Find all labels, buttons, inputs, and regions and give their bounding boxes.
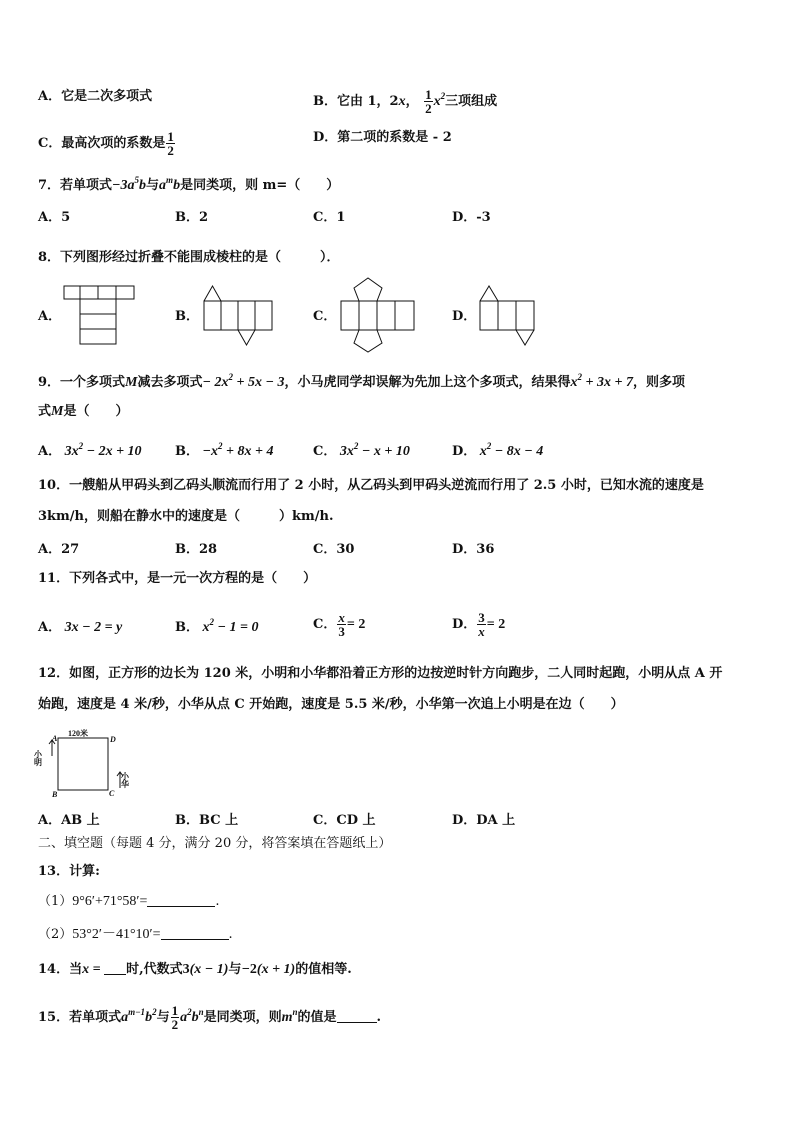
q10-option-c: C．30 [313,542,355,557]
q7-option-d: D．-3 [452,210,491,225]
q6-half-fraction: $\frac{1}{2}$ [425,87,432,116]
q11-option-d-label: D． [452,617,477,632]
q15-end: . [376,1010,382,1025]
q8-figure-c [338,275,418,355]
q11-option-a-expr: 3x − 2 = y [61,620,123,635]
q12-option-b: B．BC 上 [175,813,239,828]
q9-result: $x^2 + 3x + 7$ [570,372,633,390]
q9-option-b-expr: $-x^2 + 8x + 4$ [199,441,274,459]
q6-option-a: A．它是二次多项式 [38,89,153,104]
q9-option-d [452,440,543,460]
q13-part1-label: （1） [38,894,73,909]
q12-point-c: C [109,789,115,798]
q13-part2-label: （2） [38,927,73,942]
q7-stem [38,170,339,196]
q13-part2-end: . [228,927,233,942]
q10-stem-line1: 10．一艘船从甲码头到乙码头顺流而行用了 2 小时，从乙码头到甲码头逆流而行用了 2.5 小时，已知水流的速度是 [38,478,704,493]
q15-blank[interactable] [337,1022,377,1023]
q9-stem-mid2: ，小马虎同学却误解为先加上这个多项式，结果得 [284,375,571,390]
q12-option-d: D．DA 上 [452,813,516,828]
q6-option-b-comma: ， [405,94,419,109]
q11-option-a-label: A． [38,620,62,635]
q12-stem-line2: 始跑，速度是 4 米/秒，小华从点 C 开始跑，速度是 5.5 米/秒，小华第一次追上小明是在边（ ） [38,697,624,712]
q14-and: 与 [228,962,242,977]
q15-monomial-2: $a^2b^n$ [180,1007,204,1025]
q12-side-label: 120米 [68,729,88,738]
q10-option-d: D．36 [452,542,495,557]
q13-stem: 13．计算: [38,864,100,879]
q6-option-b-post: 三项组成 [445,94,498,109]
q11-option-c-label: C． [313,617,337,632]
q11-option-c-rhs: = 2 [346,617,366,632]
q8-figure-d [476,283,540,347]
q9-option-b [175,440,273,460]
q12-point-d: D [110,735,116,744]
q12-point-a: A [52,734,58,743]
q11-option-b [175,616,258,636]
q12-xiaohua-label: 小华 [120,772,130,788]
q14-pre: 14．当 [38,962,83,977]
q13-part2-blank[interactable] [161,939,229,940]
q12-xiaoming-label: 小明 [33,750,43,766]
q12-point-b: B [52,790,58,799]
q13-part2 [38,925,233,945]
q9-subtrahend: − $2x^2 + 5x - 3$ [202,372,285,390]
q15-m-power-n: $m^n$ [281,1007,298,1025]
q15-monomial-1: $a^{m-1}b^2$ [121,1007,157,1025]
q13-part2-expr: 53°2′－41°10′= [72,927,161,942]
q8-label-b: B． [175,309,199,324]
q10-option-a: A．27 [38,542,80,557]
q15-post2: 的值是 [297,1010,337,1025]
q11-option-c-fraction: $\frac{x}{3}$ [338,610,345,639]
q8-label-a: A． [38,309,62,324]
q9-stem-line2 [38,402,128,422]
q6-x-squared: $x^2$ [433,91,446,109]
q11-stem: 11．下列各式中，是一元一次方程的是（ ） [38,571,317,586]
q11-option-b-expr: $x^2 - 1 = 0$ [199,617,259,635]
q15-half-fraction: $\frac{1}{2}$ [171,1003,179,1032]
q9-line2-pre: 式 [38,404,52,419]
q15-stem [38,994,381,1036]
q12-option-c: C．CD 上 [313,813,376,828]
q9-var-m-2: M [51,404,64,419]
q11-option-d-rhs: = 2 [486,617,506,632]
q9-stem-pre: 9．一个多项式 [38,375,126,390]
q13-part1-end: . [215,894,220,909]
q14-post: 的值相等. [295,962,352,977]
q10-stem-line2: 3km/h，则船在静水中的速度是（ ）km/h. [38,509,334,524]
q12-option-a: A．AB 上 [38,813,100,828]
q15-pre: 15．若单项式 [38,1010,122,1025]
q8-figure-b [200,283,278,347]
q11-option-c [313,607,365,643]
q7-monomial-2: $a^mb$ [159,175,181,193]
q9-stem-post: ，则多项 [632,375,685,390]
q7-option-b: B．2 [175,210,209,225]
q13-part1-expr: 9°6′+71°58′= [72,894,148,909]
q9-option-b-label: B． [175,444,199,459]
q8-label-c: C． [313,309,337,324]
q8-figure-a [62,284,140,348]
q9-option-a [38,440,142,460]
q14-expr-2: −2(x + 1) [241,962,296,977]
q10-option-b: B．28 [175,542,218,557]
q7-stem-post: 是同类项，则 m=（ ） [180,178,340,193]
q7-stem-pre: 7．若单项式 [38,178,113,193]
q11-option-b-label: B． [175,620,199,635]
q9-option-a-expr: $3x^2 - 2x + 10$ [61,441,142,459]
q6-option-b-pre: B．它由 1，2 [313,94,399,109]
q12-stem-line1: 12．如图，正方形的边长为 120 米，小明和小华都沿着正方形的边按逆时针方向跑步，二人同时起跑，小明从点 A 开 [38,666,723,681]
q14-mid: 时,代数式 [126,962,183,977]
q13-part1-blank[interactable] [147,906,215,907]
q6-option-b [313,80,497,118]
q6-option-d: D．第二项的系数是 - 2 [313,130,452,145]
q15-mid: 与 [156,1010,170,1025]
q9-var-m: M [125,375,138,390]
q8-label-d: D． [452,309,477,324]
section2-heading: 二、填空题（每题 4 分，满分 20 分，将答案填在答题纸上） [38,836,392,851]
q9-option-c-expr: $3x^2 - x + 10$ [336,441,410,459]
q9-stem-mid1: 减去多项式 [137,375,203,390]
q9-option-c-label: C． [313,444,337,459]
q9-option-c [313,440,410,460]
q6-option-c-pre: C．最高次项的系数是 [38,136,166,151]
q6-option-c [38,128,176,160]
q8-stem: 8．下列图形经过折叠不能围成棱柱的是（ ）． [38,250,340,265]
q6-option-b-x: x [398,94,406,109]
q11-option-a [38,616,122,636]
q9-option-d-expr: $x^2 - 8x - 4$ [476,441,544,459]
q9-option-d-label: D． [452,444,477,459]
q9-stem-line1 [38,367,685,393]
q14-blank[interactable] [104,974,126,975]
q15-post1: 是同类项，则 [203,1010,282,1025]
q6-option-c-fraction: $\frac{1}{2}$ [167,129,174,158]
q7-stem-mid: 与 [146,178,160,193]
q14-x-eq: x = [82,962,105,977]
q13-part1 [38,892,220,912]
q11-option-d-fraction: $\frac{3}{x}$ [478,610,485,639]
q12-square-figure [33,728,136,800]
q7-monomial-1: $-3a^5b$ [112,175,147,193]
q7-option-c: C．1 [313,210,346,225]
q14-expr-1: 3(x − 1) [182,962,229,977]
q9-line2-post: 是（ ） [63,404,129,419]
q14-stem [38,960,352,980]
q7-option-a: A．5 [38,210,71,225]
q9-option-a-label: A． [38,444,62,459]
q11-option-d [452,607,505,643]
